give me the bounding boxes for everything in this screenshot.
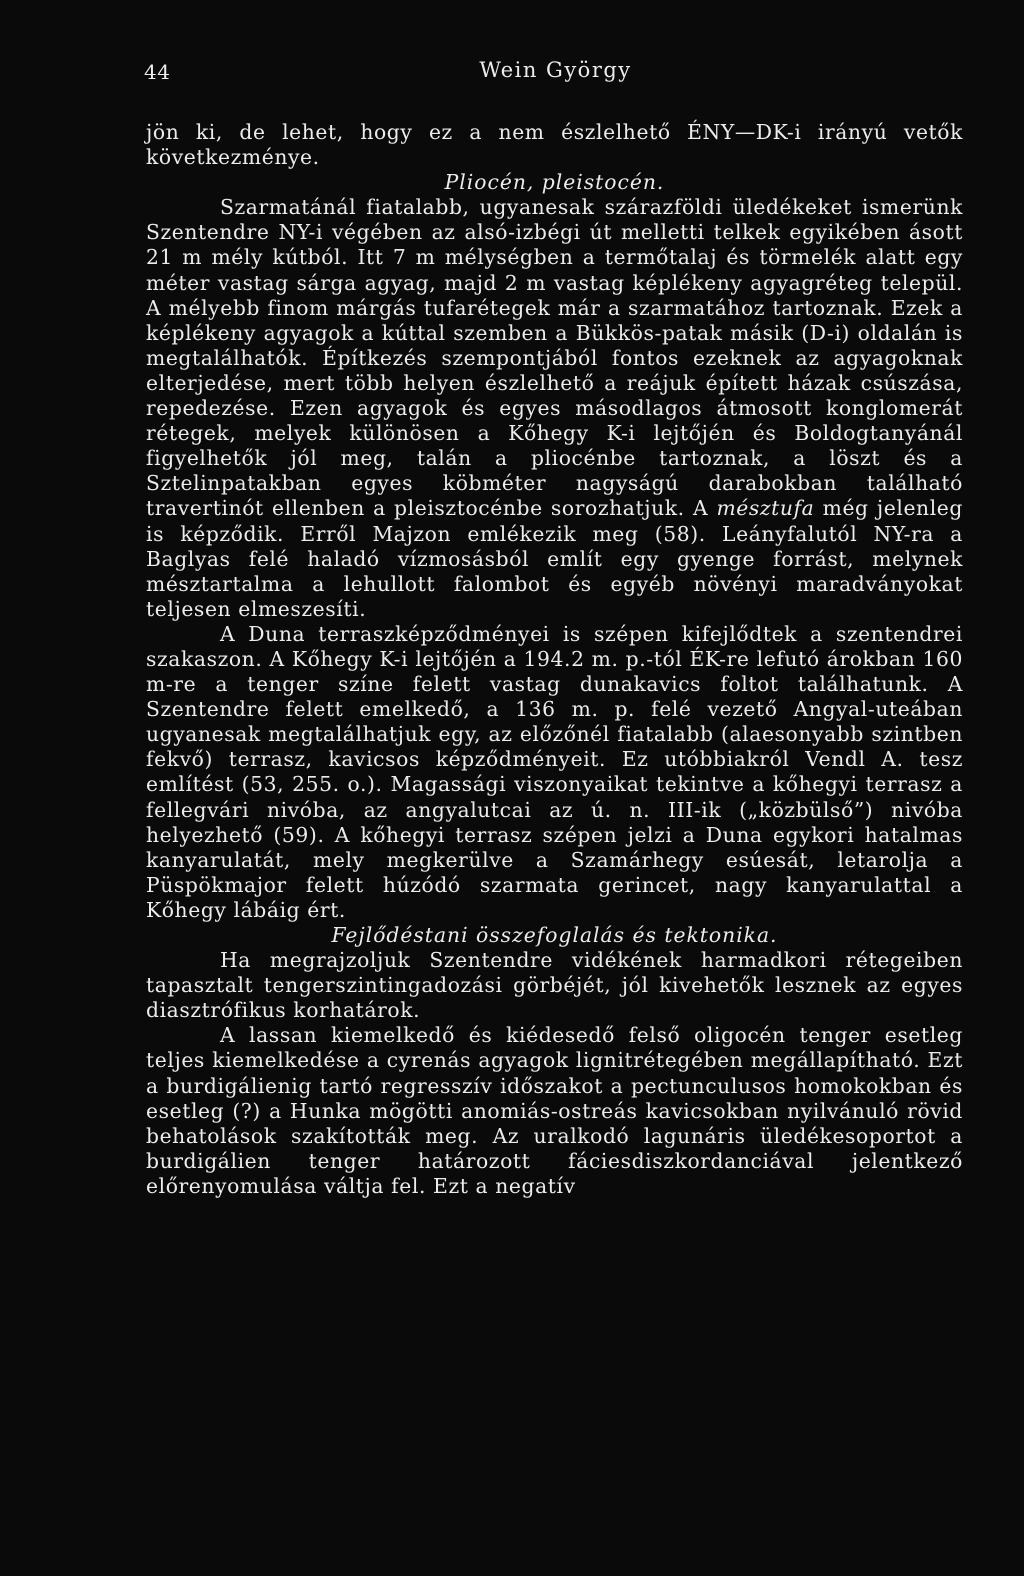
paragraph-intro: jön ki, de lehet, hogy ez a nem észlelhető ÉNY—DK-i irányú vetők következménye. xyxy=(146,120,963,170)
running-head: Wein György xyxy=(479,58,632,82)
paragraph-tengerszint: Ha megrajzoljuk Szentendre vidékének harmadkori rétegeiben tapasztalt tengerszintingadozási görbéjét, jól kivehetők lesznek az egyes diasztrófikus korhatárok. xyxy=(146,948,963,1023)
paragraph-text: Szarmatánál fiatalabb, ugyanesak szárazföldi üledékeket ismerünk Szentendre NY-i végében az alsó-izbégi út melletti telkek egyikében ásott 21 m mély kútból. Itt 7 m mélységben a termőtalaj és törmelék alatt egy méter vastag sárga agyag, majd 2 m vastag képlékeny agyagréteg települ. A mélyebb finom márgás tufarétegek már a szarmatához tartoznak. Ezek a képlékeny agyagok a kúttal szemben a Bükkös-patak másik (D-i) oldalán is megtalálhatók. Építkezés szempontjából fontos ezeknek az agyagoknak elterjedése, mert több helyen észlelhető a reájuk épített házak csúszása, repedezése. Ezen agyagok és egyes másodlagos átmosott konglomerát rétegek, melyek különösen a Kőhegy K-i lejtőjén és Boldogtanyánál figyelhetők jól meg, talán a pliocénbe tartoznak, a löszt és a Sztelinpatakban egyes köbméter nagyságú darabokban található travertinót ellenben a pleisztocénbe sorozhatjuk. A xyxy=(146,195,963,521)
section-heading-fejlodestan: Fejlődéstani összefoglalás és tektonika. xyxy=(331,923,778,947)
paragraph-szarmata xyxy=(146,195,963,622)
page-number: 44 xyxy=(144,60,171,84)
paragraph-text: még jelenleg is képződik. Erről Majzon emlékezik meg (58). Leányfalutól NY-ra a Baglyas felé haladó vízmosásból említ egy gyenge forrást, melynek mésztartalma a lehullott falombot és egyéb növényi maradványokat teljesen elmeszesíti. xyxy=(146,496,963,621)
body-text xyxy=(146,120,963,1199)
page-header xyxy=(144,58,963,88)
emphasized-term: mésztufa xyxy=(716,496,815,521)
section-heading-pliocen: Pliocén, pleistocén. xyxy=(444,170,665,195)
paragraph-duna-terrasz: A Duna terraszképződményei is szépen kifejlődtek a szentendrei szakaszon. A Kőhegy K-i lejtőjén a 194.2 m. p.-tól ÉK-re lefutó árokban 160 m-re a tenger színe felett vastag dunakavics foltot találhatunk. A Szentendre felett emelkedő, a 136 m. p. felé vezető Angyal-uteában ugyanesak megtalálhatjuk egy, az előzőnél fiatalabb (alaesonyabb szintben fekvő) terrasz, kavicsos képződményeit. Ez utóbbiakról Vendl A. tesz említést (53, 255. o.). Magassági viszonyaikat tekintve a kőhegyi terrasz a fellegvári nivóba, az angyalutcai az ú. n. III-ik („közbülső”) nivóba helyezhető (59). A kőhegyi terrasz szépen jelzi a Duna egykori hatalmas kanyarulatát, mely megkerülve a Szamárhegy esúesát, letarolja a Püspökmajor felett húzódó szarmata gerincet, nagy kanyarulattal a Kőhegy lábáig ért. xyxy=(146,621,963,922)
paragraph-oligocen: A lassan kiemelkedő és kiédesedő felső oligocén tenger esetleg teljes kiemelkedése a cyrenás agyagok lignitrétegében megállapítható. Ezt a burdigálienig tartó regresszív időszakot a pectunculusos homokokban és esetleg (?) a Hunka mögötti anomiás-ostreás kavicsokban nyilvánuló rövid behatolások szakították meg. Az uralkodó lagunáris üledékesoportot a burdigálien tenger határozott fáciesdiszkordanciával jelentkező előrenyomulása váltja fel. Ezt a negatív xyxy=(146,1023,963,1198)
